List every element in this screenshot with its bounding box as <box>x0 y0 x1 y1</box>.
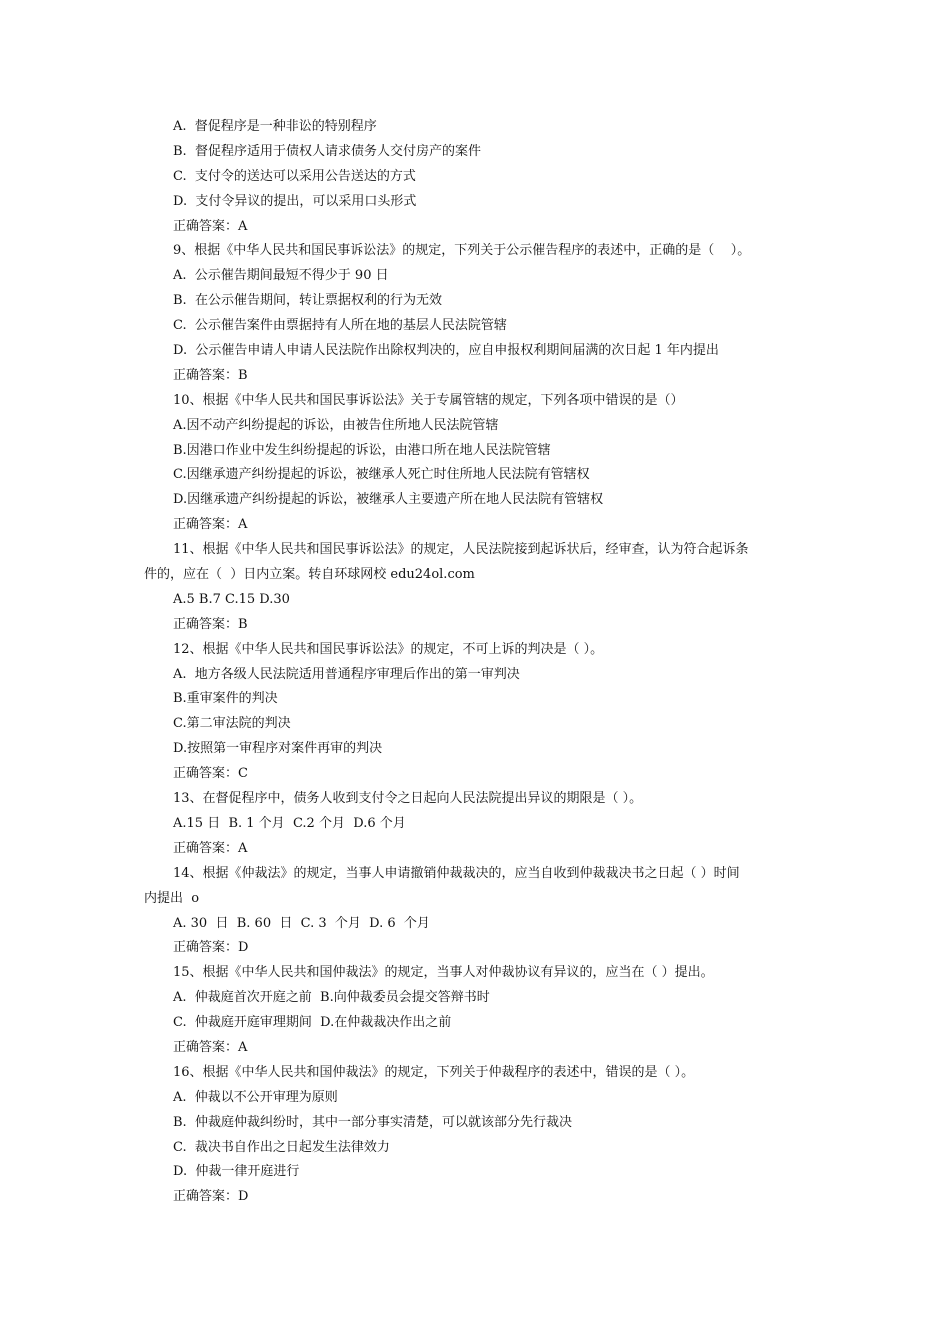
text-line: 16、根据《中华人民共和国仲裁法》的规定，下列关于仲裁程序的表述中，错误的是（ ）。 <box>173 1064 695 1080</box>
text-line: C. 公示催告案件由票据持有人所在地的基层人民法院管辖 <box>173 318 507 334</box>
text-line: B. 在公示催告期间，转让票据权利的行为无效 <box>173 293 442 309</box>
text-line: B.重审案件的判决 <box>173 691 278 707</box>
text-line: C.第二审法院的判决 <box>173 716 291 732</box>
text-line: C. 裁决书自作出之日起发生法律效力 <box>173 1139 390 1155</box>
text-line: A. 督促程序是一种非讼的特别程序 <box>173 119 377 134</box>
text-line: D. 仲裁一律开庭进行 <box>173 1164 300 1180</box>
text-line: 正确答案：D <box>173 1189 249 1205</box>
document-page <box>0 115 950 1210</box>
text-line: C. 仲裁庭开庭审理期间 D.在仲裁裁决作出之前 <box>173 1015 452 1031</box>
text-line: B.因港口作业中发生纠纷提起的诉讼，由港口所在地人民法院管辖 <box>173 442 551 458</box>
text-line: 正确答案：C <box>173 766 248 782</box>
text-line: A. 地方各级人民法院适用普通程序审理后作出的第一审判决 <box>173 666 520 682</box>
text-line: A.15 日 B. 1 个月 C.2 个月 D.6 个月 <box>173 815 406 831</box>
text-line: B. 仲裁庭仲裁纠纷时，其中一部分事实清楚，可以就该部分先行裁决 <box>173 1114 572 1130</box>
text-line: A. 30 日 B. 60 日 C. 3 个月 D. 6 个月 <box>173 915 430 931</box>
text-line: A.5 B.7 C.15 D.30 <box>173 591 290 607</box>
text-line: 14、根据《仲裁法》的规定，当事人申请撤销仲裁裁决的，应当自收到仲裁裁决书之日起（ ）时间 <box>173 865 740 881</box>
text-line: D. 公示催告申请人申请人民法院作出除权判决的，应自申报权利期间届满的次日起 1 年内提出 <box>173 343 719 359</box>
text-line: D.按照第一审程序对案件再审的判决 <box>173 741 383 757</box>
text-line: B. 督促程序适用于债权人请求债务人交付房产的案件 <box>173 143 481 159</box>
text-line: 正确答案：A <box>173 218 248 234</box>
text-line: 12、根据《中华人民共和国民事诉讼法》的规定，不可上诉的判决是（ ）。 <box>173 641 604 657</box>
text-line: 13、在督促程序中，债务人收到支付令之日起向人民法院提出异议的期限是（ ）。 <box>173 791 643 807</box>
text-line: 正确答案：B <box>173 616 248 632</box>
text-line: A. 公示催告期间最短不得少于 90 日 <box>173 268 389 284</box>
text-line: 15、根据《中华人民共和国仲裁法》的规定，当事人对仲裁协议有异议的，应当在（ ）提出。 <box>173 965 714 981</box>
text-line: A.因不动产纠纷提起的诉讼，由被告住所地人民法院管辖 <box>173 417 499 433</box>
text-line: 正确答案：B <box>173 367 248 383</box>
text-line: C.因继承遗产纠纷提起的诉讼，被继承人死亡时住所地人民法院有管辖权 <box>173 467 590 483</box>
text-line: 正确答案：A <box>173 1039 248 1055</box>
text-line: 正确答案：A <box>173 840 248 856</box>
text-line: 正确答案：D <box>173 940 249 956</box>
text-line-continuation: 内提出 o <box>144 890 200 906</box>
text-line: D.因继承遗产纠纷提起的诉讼，被继承人主要遗产所在地人民法院有管辖权 <box>173 492 604 508</box>
text-line: A. 仲裁庭首次开庭之前 B.向仲裁委员会提交答辩书时 <box>173 990 490 1006</box>
text-line: D. 支付令异议的提出，可以采用口头形式 <box>173 193 417 209</box>
text-line: 正确答案：A <box>173 517 248 533</box>
text-line: C. 支付令的送达可以采用公告送达的方式 <box>173 168 416 184</box>
text-line: 9、根据《中华人民共和国民事诉讼法》的规定，下列关于公示催告程序的表述中，正确的是（ ）。 <box>173 243 751 259</box>
text-line: 10、根据《中华人民共和国民事诉讼法》关于专属管辖的规定，下列各项中错误的是（） <box>173 392 684 408</box>
text-line-continuation: 件的，应在（ ）日内立案。转自环球网校 edu24ol.com <box>144 567 475 583</box>
text-line: 11、根据《中华人民共和国民事诉讼法》的规定，人民法院接到起诉状后，经审查，认为符合起诉条 <box>173 542 749 558</box>
text-line: A. 仲裁以不公开审理为原则 <box>173 1089 338 1105</box>
